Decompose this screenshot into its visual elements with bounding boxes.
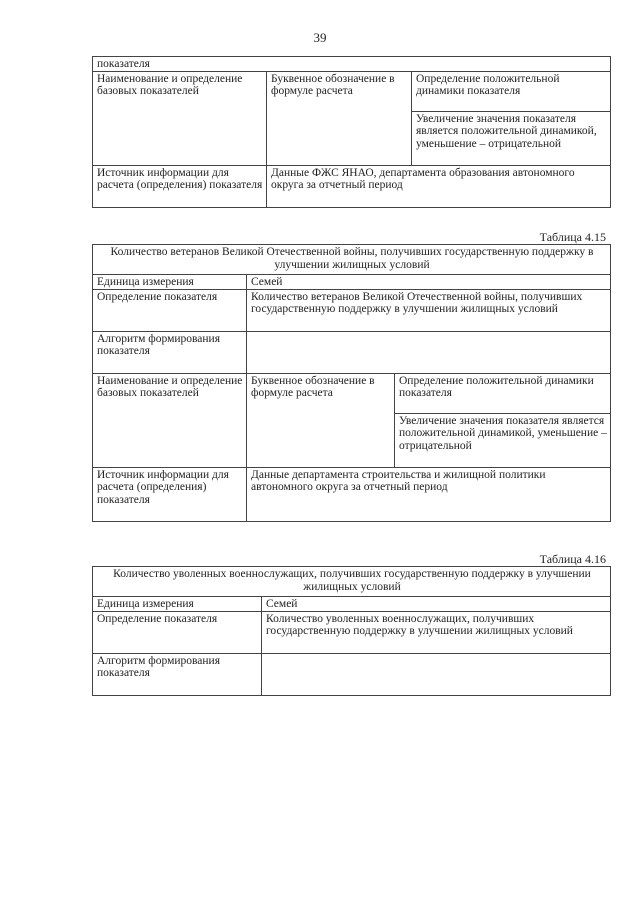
table-row [93,289,611,331]
unit-value: Семей [262,597,611,612]
table-row [93,373,611,413]
letter-label: Буквенное обозначение в формуле расчета [267,71,412,111]
table-prev-continuation [92,56,611,208]
base-name-label: Наименование и определение базовых показателей [93,71,267,165]
table-row [93,567,611,597]
table-4-15 [92,244,611,522]
source-label: Источник информации для расчета (определения) показателя [93,165,267,207]
definition-label: Определение показателя [93,611,262,653]
dynamics-text: Увеличение значения показателя является положительной динамикой, уменьшение – отрицательной [412,111,611,165]
table-title: Количество уволенных военнослужащих, получивших государственную поддержку в улучшении жилищных условий [93,567,611,597]
letter-label: Буквенное обозначение в формуле расчета [247,373,395,413]
source-value: Данные департамента строительства и жилищной политики автономного округа за отчетный период [247,467,611,521]
table-caption: Таблица 4.15 [539,230,606,244]
base-name-label: Наименование и определение базовых показателей [93,373,247,467]
algorithm-label: Алгоритм формирования показателя [93,331,247,373]
algorithm-value [247,331,611,373]
source-value: Данные ФЖС ЯНАО, департамента образования автономного округа за отчетный период [267,165,611,207]
definition-label: Определение показателя [93,289,247,331]
table-row [93,57,611,72]
table-row [93,467,611,521]
fragment-cell: показателя [93,57,611,72]
table-row [93,71,611,111]
dynamics-text: Увеличение значения показателя является положительной динамикой, уменьшение – отрицательной [395,413,611,467]
unit-value: Семей [247,275,611,290]
table-row [93,653,611,695]
table-row [93,275,611,290]
table-caption: Таблица 4.16 [539,552,606,566]
definition-value: Количество уволенных военнослужащих, получивших государственную поддержку в улучшении жилищных условий [262,611,611,653]
table-row [93,611,611,653]
page-number: 39 [313,30,327,45]
table-row [93,597,611,612]
table-row [93,245,611,275]
source-label: Источник информации для расчета (определения) показателя [93,467,247,521]
table-row [93,165,611,207]
algorithm-label: Алгоритм формирования показателя [93,653,262,695]
table-title: Количество ветеранов Великой Отечественной войны, получивших государственную поддержку в улучшении жилищных условий [93,245,611,275]
algorithm-value [262,653,611,695]
unit-label: Единица измерения [93,275,247,290]
definition-value: Количество ветеранов Великой Отечественной войны, получивших государственную поддержку в улучшении жилищных условий [247,289,611,331]
dynamics-label: Определение положительной динамики показателя [395,373,611,413]
table-row [93,331,611,373]
unit-label: Единица измерения [93,597,262,612]
table-4-16 [92,566,611,696]
dynamics-label: Определение положительной динамики показателя [412,71,611,111]
